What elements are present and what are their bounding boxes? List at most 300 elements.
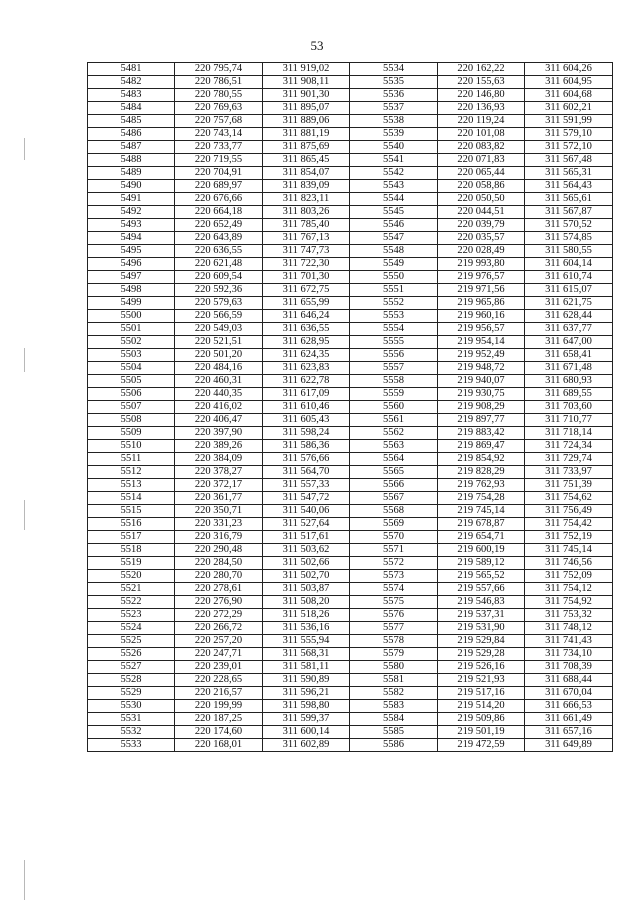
y-coordinate-cell: 311 767,13 bbox=[263, 232, 350, 245]
table-row bbox=[88, 583, 613, 596]
y-coordinate-cell: 311 895,07 bbox=[263, 102, 350, 115]
y-coordinate-cell: 311 600,14 bbox=[263, 726, 350, 739]
x-coordinate-cell: 219 930,75 bbox=[438, 388, 525, 401]
point-number-cell: 5571 bbox=[350, 544, 438, 557]
x-coordinate-cell: 220 592,36 bbox=[175, 284, 263, 297]
x-coordinate-cell: 220 101,08 bbox=[438, 128, 525, 141]
x-coordinate-cell: 220 484,16 bbox=[175, 362, 263, 375]
table-row bbox=[88, 661, 613, 674]
table-row bbox=[88, 310, 613, 323]
y-coordinate-cell: 311 658,41 bbox=[525, 349, 613, 362]
y-coordinate-cell: 311 649,89 bbox=[525, 739, 613, 752]
table-row bbox=[88, 557, 613, 570]
y-coordinate-cell: 311 646,24 bbox=[263, 310, 350, 323]
x-coordinate-cell: 219 883,42 bbox=[438, 427, 525, 440]
y-coordinate-cell: 311 580,55 bbox=[525, 245, 613, 258]
y-coordinate-cell: 311 502,66 bbox=[263, 557, 350, 570]
x-coordinate-cell: 220 050,50 bbox=[438, 193, 525, 206]
x-coordinate-cell: 220 780,55 bbox=[175, 89, 263, 102]
x-coordinate-cell: 220 521,51 bbox=[175, 336, 263, 349]
y-coordinate-cell: 311 622,78 bbox=[263, 375, 350, 388]
x-coordinate-cell: 219 565,52 bbox=[438, 570, 525, 583]
scan-margin-mark bbox=[24, 138, 25, 160]
x-coordinate-cell: 220 757,68 bbox=[175, 115, 263, 128]
y-coordinate-cell: 311 754,12 bbox=[525, 583, 613, 596]
y-coordinate-cell: 311 785,40 bbox=[263, 219, 350, 232]
x-coordinate-cell: 220 199,99 bbox=[175, 700, 263, 713]
x-coordinate-cell: 220 636,55 bbox=[175, 245, 263, 258]
point-number-cell: 5489 bbox=[88, 167, 175, 180]
y-coordinate-cell: 311 567,87 bbox=[525, 206, 613, 219]
table-row bbox=[88, 154, 613, 167]
x-coordinate-cell: 219 546,83 bbox=[438, 596, 525, 609]
table-row bbox=[88, 635, 613, 648]
y-coordinate-cell: 311 754,42 bbox=[525, 518, 613, 531]
y-coordinate-cell: 311 752,19 bbox=[525, 531, 613, 544]
x-coordinate-cell: 220 316,79 bbox=[175, 531, 263, 544]
point-number-cell: 5538 bbox=[350, 115, 438, 128]
y-coordinate-cell: 311 565,31 bbox=[525, 167, 613, 180]
x-coordinate-cell: 219 514,20 bbox=[438, 700, 525, 713]
y-coordinate-cell: 311 621,75 bbox=[525, 297, 613, 310]
point-number-cell: 5545 bbox=[350, 206, 438, 219]
y-coordinate-cell: 311 604,14 bbox=[525, 258, 613, 271]
table-row bbox=[88, 700, 613, 713]
x-coordinate-cell: 220 155,63 bbox=[438, 76, 525, 89]
x-coordinate-cell: 219 948,72 bbox=[438, 362, 525, 375]
y-coordinate-cell: 311 733,97 bbox=[525, 466, 613, 479]
x-coordinate-cell: 220 331,23 bbox=[175, 518, 263, 531]
y-coordinate-cell: 311 671,48 bbox=[525, 362, 613, 375]
table-row bbox=[88, 531, 613, 544]
point-number-cell: 5493 bbox=[88, 219, 175, 232]
point-number-cell: 5565 bbox=[350, 466, 438, 479]
x-coordinate-cell: 219 976,57 bbox=[438, 271, 525, 284]
y-coordinate-cell: 311 803,26 bbox=[263, 206, 350, 219]
point-number-cell: 5488 bbox=[88, 154, 175, 167]
scan-margin-mark bbox=[24, 860, 25, 900]
x-coordinate-cell: 219 956,57 bbox=[438, 323, 525, 336]
point-number-cell: 5520 bbox=[88, 570, 175, 583]
y-coordinate-cell: 311 751,39 bbox=[525, 479, 613, 492]
x-coordinate-cell: 220 247,71 bbox=[175, 648, 263, 661]
point-number-cell: 5490 bbox=[88, 180, 175, 193]
y-coordinate-cell: 311 724,34 bbox=[525, 440, 613, 453]
y-coordinate-cell: 311 518,26 bbox=[263, 609, 350, 622]
x-coordinate-cell: 219 529,28 bbox=[438, 648, 525, 661]
table-row bbox=[88, 76, 613, 89]
table-row bbox=[88, 271, 613, 284]
point-number-cell: 5573 bbox=[350, 570, 438, 583]
y-coordinate-cell: 311 623,83 bbox=[263, 362, 350, 375]
point-number-cell: 5523 bbox=[88, 609, 175, 622]
y-coordinate-cell: 311 540,06 bbox=[263, 505, 350, 518]
x-coordinate-cell: 220 743,14 bbox=[175, 128, 263, 141]
x-coordinate-cell: 219 869,47 bbox=[438, 440, 525, 453]
point-number-cell: 5500 bbox=[88, 310, 175, 323]
x-coordinate-cell: 219 537,31 bbox=[438, 609, 525, 622]
y-coordinate-cell: 311 602,89 bbox=[263, 739, 350, 752]
x-coordinate-cell: 219 940,07 bbox=[438, 375, 525, 388]
x-coordinate-cell: 220 168,01 bbox=[175, 739, 263, 752]
point-number-cell: 5502 bbox=[88, 336, 175, 349]
point-number-cell: 5522 bbox=[88, 596, 175, 609]
point-number-cell: 5551 bbox=[350, 284, 438, 297]
x-coordinate-cell: 220 257,20 bbox=[175, 635, 263, 648]
x-coordinate-cell: 220 035,57 bbox=[438, 232, 525, 245]
point-number-cell: 5527 bbox=[88, 661, 175, 674]
x-coordinate-cell: 220 065,44 bbox=[438, 167, 525, 180]
page-number: 53 bbox=[310, 38, 324, 53]
x-coordinate-cell: 220 216,57 bbox=[175, 687, 263, 700]
y-coordinate-cell: 311 734,10 bbox=[525, 648, 613, 661]
y-coordinate-cell: 311 636,55 bbox=[263, 323, 350, 336]
x-coordinate-cell: 220 372,17 bbox=[175, 479, 263, 492]
x-coordinate-cell: 219 745,14 bbox=[438, 505, 525, 518]
x-coordinate-cell: 220 795,74 bbox=[175, 63, 263, 76]
x-coordinate-cell: 219 954,14 bbox=[438, 336, 525, 349]
table-row bbox=[88, 115, 613, 128]
y-coordinate-cell: 311 615,07 bbox=[525, 284, 613, 297]
y-coordinate-cell: 311 586,36 bbox=[263, 440, 350, 453]
y-coordinate-cell: 311 680,93 bbox=[525, 375, 613, 388]
point-number-cell: 5552 bbox=[350, 297, 438, 310]
point-number-cell: 5507 bbox=[88, 401, 175, 414]
x-coordinate-cell: 220 389,26 bbox=[175, 440, 263, 453]
point-number-cell: 5579 bbox=[350, 648, 438, 661]
x-coordinate-cell: 220 384,09 bbox=[175, 453, 263, 466]
x-coordinate-cell: 220 228,65 bbox=[175, 674, 263, 687]
x-coordinate-cell: 219 971,56 bbox=[438, 284, 525, 297]
point-number-cell: 5539 bbox=[350, 128, 438, 141]
x-coordinate-cell: 220 119,24 bbox=[438, 115, 525, 128]
point-number-cell: 5504 bbox=[88, 362, 175, 375]
y-coordinate-cell: 311 889,06 bbox=[263, 115, 350, 128]
point-number-cell: 5550 bbox=[350, 271, 438, 284]
point-number-cell: 5526 bbox=[88, 648, 175, 661]
point-number-cell: 5547 bbox=[350, 232, 438, 245]
point-number-cell: 5518 bbox=[88, 544, 175, 557]
y-coordinate-cell: 311 591,99 bbox=[525, 115, 613, 128]
x-coordinate-cell: 219 521,93 bbox=[438, 674, 525, 687]
table-row bbox=[88, 141, 613, 154]
y-coordinate-cell: 311 604,68 bbox=[525, 89, 613, 102]
table-row bbox=[88, 648, 613, 661]
point-number-cell: 5533 bbox=[88, 739, 175, 752]
table-row bbox=[88, 453, 613, 466]
table-row bbox=[88, 622, 613, 635]
x-coordinate-cell: 219 654,71 bbox=[438, 531, 525, 544]
point-number-cell: 5546 bbox=[350, 219, 438, 232]
point-number-cell: 5577 bbox=[350, 622, 438, 635]
x-coordinate-cell: 220 276,90 bbox=[175, 596, 263, 609]
x-coordinate-cell: 219 897,77 bbox=[438, 414, 525, 427]
x-coordinate-cell: 219 509,86 bbox=[438, 713, 525, 726]
y-coordinate-cell: 311 689,55 bbox=[525, 388, 613, 401]
point-number-cell: 5524 bbox=[88, 622, 175, 635]
y-coordinate-cell: 311 579,10 bbox=[525, 128, 613, 141]
point-number-cell: 5537 bbox=[350, 102, 438, 115]
x-coordinate-cell: 220 361,77 bbox=[175, 492, 263, 505]
y-coordinate-cell: 311 908,11 bbox=[263, 76, 350, 89]
x-coordinate-cell: 219 589,12 bbox=[438, 557, 525, 570]
point-number-cell: 5555 bbox=[350, 336, 438, 349]
point-number-cell: 5582 bbox=[350, 687, 438, 700]
point-number-cell: 5481 bbox=[88, 63, 175, 76]
table-row bbox=[88, 479, 613, 492]
y-coordinate-cell: 311 570,52 bbox=[525, 219, 613, 232]
y-coordinate-cell: 311 729,74 bbox=[525, 453, 613, 466]
table-row bbox=[88, 414, 613, 427]
y-coordinate-cell: 311 547,72 bbox=[263, 492, 350, 505]
x-coordinate-cell: 220 652,49 bbox=[175, 219, 263, 232]
x-coordinate-cell: 219 517,16 bbox=[438, 687, 525, 700]
y-coordinate-cell: 311 574,85 bbox=[525, 232, 613, 245]
x-coordinate-cell: 220 083,82 bbox=[438, 141, 525, 154]
x-coordinate-cell: 220 272,29 bbox=[175, 609, 263, 622]
y-coordinate-cell: 311 602,21 bbox=[525, 102, 613, 115]
table-row bbox=[88, 466, 613, 479]
y-coordinate-cell: 311 596,21 bbox=[263, 687, 350, 700]
x-coordinate-cell: 219 501,19 bbox=[438, 726, 525, 739]
scan-margin-mark bbox=[24, 500, 25, 530]
y-coordinate-cell: 311 567,48 bbox=[525, 154, 613, 167]
point-number-cell: 5580 bbox=[350, 661, 438, 674]
x-coordinate-cell: 219 993,80 bbox=[438, 258, 525, 271]
y-coordinate-cell: 311 647,00 bbox=[525, 336, 613, 349]
table-row bbox=[88, 440, 613, 453]
table-row bbox=[88, 349, 613, 362]
point-number-cell: 5581 bbox=[350, 674, 438, 687]
table-row bbox=[88, 596, 613, 609]
table-row bbox=[88, 193, 613, 206]
table-row bbox=[88, 232, 613, 245]
point-number-cell: 5513 bbox=[88, 479, 175, 492]
point-number-cell: 5541 bbox=[350, 154, 438, 167]
point-number-cell: 5492 bbox=[88, 206, 175, 219]
point-number-cell: 5556 bbox=[350, 349, 438, 362]
point-number-cell: 5583 bbox=[350, 700, 438, 713]
y-coordinate-cell: 311 508,20 bbox=[263, 596, 350, 609]
point-number-cell: 5498 bbox=[88, 284, 175, 297]
y-coordinate-cell: 311 590,89 bbox=[263, 674, 350, 687]
x-coordinate-cell: 220 239,01 bbox=[175, 661, 263, 674]
table-row bbox=[88, 245, 613, 258]
y-coordinate-cell: 311 576,66 bbox=[263, 453, 350, 466]
x-coordinate-cell: 220 071,83 bbox=[438, 154, 525, 167]
x-coordinate-cell: 219 557,66 bbox=[438, 583, 525, 596]
point-number-cell: 5505 bbox=[88, 375, 175, 388]
table-row bbox=[88, 492, 613, 505]
y-coordinate-cell: 311 628,95 bbox=[263, 336, 350, 349]
point-number-cell: 5531 bbox=[88, 713, 175, 726]
point-number-cell: 5515 bbox=[88, 505, 175, 518]
y-coordinate-cell: 311 754,92 bbox=[525, 596, 613, 609]
x-coordinate-cell: 220 187,25 bbox=[175, 713, 263, 726]
x-coordinate-cell: 220 397,90 bbox=[175, 427, 263, 440]
y-coordinate-cell: 311 657,16 bbox=[525, 726, 613, 739]
x-coordinate-cell: 220 704,91 bbox=[175, 167, 263, 180]
y-coordinate-cell: 311 839,09 bbox=[263, 180, 350, 193]
table-row bbox=[88, 180, 613, 193]
y-coordinate-cell: 311 637,77 bbox=[525, 323, 613, 336]
point-number-cell: 5585 bbox=[350, 726, 438, 739]
y-coordinate-cell: 311 745,14 bbox=[525, 544, 613, 557]
table-row bbox=[88, 258, 613, 271]
x-coordinate-cell: 220 416,02 bbox=[175, 401, 263, 414]
point-number-cell: 5534 bbox=[350, 63, 438, 76]
table-row bbox=[88, 219, 613, 232]
y-coordinate-cell: 311 823,11 bbox=[263, 193, 350, 206]
y-coordinate-cell: 311 661,49 bbox=[525, 713, 613, 726]
point-number-cell: 5506 bbox=[88, 388, 175, 401]
point-number-cell: 5509 bbox=[88, 427, 175, 440]
point-number-cell: 5516 bbox=[88, 518, 175, 531]
point-number-cell: 5510 bbox=[88, 440, 175, 453]
x-coordinate-cell: 220 689,97 bbox=[175, 180, 263, 193]
y-coordinate-cell: 311 610,74 bbox=[525, 271, 613, 284]
y-coordinate-cell: 311 865,45 bbox=[263, 154, 350, 167]
table-row bbox=[88, 362, 613, 375]
point-number-cell: 5564 bbox=[350, 453, 438, 466]
scan-margin-mark bbox=[24, 348, 25, 372]
x-coordinate-cell: 220 044,51 bbox=[438, 206, 525, 219]
point-number-cell: 5542 bbox=[350, 167, 438, 180]
point-number-cell: 5511 bbox=[88, 453, 175, 466]
x-coordinate-cell: 220 378,27 bbox=[175, 466, 263, 479]
y-coordinate-cell: 311 536,16 bbox=[263, 622, 350, 635]
y-coordinate-cell: 311 703,60 bbox=[525, 401, 613, 414]
point-number-cell: 5561 bbox=[350, 414, 438, 427]
x-coordinate-cell: 219 828,29 bbox=[438, 466, 525, 479]
point-number-cell: 5557 bbox=[350, 362, 438, 375]
x-coordinate-cell: 220 146,80 bbox=[438, 89, 525, 102]
y-coordinate-cell: 311 605,43 bbox=[263, 414, 350, 427]
y-coordinate-cell: 311 752,09 bbox=[525, 570, 613, 583]
x-coordinate-cell: 220 501,20 bbox=[175, 349, 263, 362]
x-coordinate-cell: 220 609,54 bbox=[175, 271, 263, 284]
point-number-cell: 5514 bbox=[88, 492, 175, 505]
y-coordinate-cell: 311 598,80 bbox=[263, 700, 350, 713]
y-coordinate-cell: 311 628,44 bbox=[525, 310, 613, 323]
x-coordinate-cell: 219 600,19 bbox=[438, 544, 525, 557]
y-coordinate-cell: 311 599,37 bbox=[263, 713, 350, 726]
point-number-cell: 5485 bbox=[88, 115, 175, 128]
table-row bbox=[88, 128, 613, 141]
coordinates-table-body bbox=[88, 63, 613, 752]
point-number-cell: 5570 bbox=[350, 531, 438, 544]
y-coordinate-cell: 311 604,95 bbox=[525, 76, 613, 89]
x-coordinate-cell: 220 621,48 bbox=[175, 258, 263, 271]
y-coordinate-cell: 311 746,56 bbox=[525, 557, 613, 570]
x-coordinate-cell: 220 174,60 bbox=[175, 726, 263, 739]
y-coordinate-cell: 311 581,11 bbox=[263, 661, 350, 674]
y-coordinate-cell: 311 722,30 bbox=[263, 258, 350, 271]
y-coordinate-cell: 311 747,73 bbox=[263, 245, 350, 258]
x-coordinate-cell: 220 566,59 bbox=[175, 310, 263, 323]
y-coordinate-cell: 311 503,62 bbox=[263, 544, 350, 557]
point-number-cell: 5501 bbox=[88, 323, 175, 336]
point-number-cell: 5549 bbox=[350, 258, 438, 271]
x-coordinate-cell: 220 460,31 bbox=[175, 375, 263, 388]
point-number-cell: 5540 bbox=[350, 141, 438, 154]
x-coordinate-cell: 220 733,77 bbox=[175, 141, 263, 154]
point-number-cell: 5525 bbox=[88, 635, 175, 648]
point-number-cell: 5572 bbox=[350, 557, 438, 570]
point-number-cell: 5521 bbox=[88, 583, 175, 596]
point-number-cell: 5532 bbox=[88, 726, 175, 739]
x-coordinate-cell: 219 526,16 bbox=[438, 661, 525, 674]
point-number-cell: 5535 bbox=[350, 76, 438, 89]
y-coordinate-cell: 311 718,14 bbox=[525, 427, 613, 440]
point-number-cell: 5536 bbox=[350, 89, 438, 102]
point-number-cell: 5519 bbox=[88, 557, 175, 570]
table-row bbox=[88, 713, 613, 726]
point-number-cell: 5584 bbox=[350, 713, 438, 726]
x-coordinate-cell: 220 406,47 bbox=[175, 414, 263, 427]
table-row bbox=[88, 726, 613, 739]
point-number-cell: 5529 bbox=[88, 687, 175, 700]
point-number-cell: 5486 bbox=[88, 128, 175, 141]
x-coordinate-cell: 219 908,29 bbox=[438, 401, 525, 414]
x-coordinate-cell: 220 162,22 bbox=[438, 63, 525, 76]
y-coordinate-cell: 311 756,49 bbox=[525, 505, 613, 518]
x-coordinate-cell: 220 786,51 bbox=[175, 76, 263, 89]
point-number-cell: 5543 bbox=[350, 180, 438, 193]
point-number-cell: 5503 bbox=[88, 349, 175, 362]
y-coordinate-cell: 311 502,70 bbox=[263, 570, 350, 583]
y-coordinate-cell: 311 666,53 bbox=[525, 700, 613, 713]
point-number-cell: 5576 bbox=[350, 609, 438, 622]
y-coordinate-cell: 311 617,09 bbox=[263, 388, 350, 401]
table-row bbox=[88, 206, 613, 219]
point-number-cell: 5568 bbox=[350, 505, 438, 518]
y-coordinate-cell: 311 517,61 bbox=[263, 531, 350, 544]
y-coordinate-cell: 311 503,87 bbox=[263, 583, 350, 596]
table-row bbox=[88, 102, 613, 115]
x-coordinate-cell: 219 754,28 bbox=[438, 492, 525, 505]
x-coordinate-cell: 220 440,35 bbox=[175, 388, 263, 401]
x-coordinate-cell: 219 960,16 bbox=[438, 310, 525, 323]
point-number-cell: 5569 bbox=[350, 518, 438, 531]
x-coordinate-cell: 220 136,93 bbox=[438, 102, 525, 115]
x-coordinate-cell: 220 028,49 bbox=[438, 245, 525, 258]
x-coordinate-cell: 219 678,87 bbox=[438, 518, 525, 531]
point-number-cell: 5554 bbox=[350, 323, 438, 336]
y-coordinate-cell: 311 564,70 bbox=[263, 466, 350, 479]
x-coordinate-cell: 220 278,61 bbox=[175, 583, 263, 596]
table-row bbox=[88, 284, 613, 297]
x-coordinate-cell: 220 664,18 bbox=[175, 206, 263, 219]
x-coordinate-cell: 220 643,89 bbox=[175, 232, 263, 245]
y-coordinate-cell: 311 881,19 bbox=[263, 128, 350, 141]
point-number-cell: 5497 bbox=[88, 271, 175, 284]
table-row bbox=[88, 388, 613, 401]
point-number-cell: 5548 bbox=[350, 245, 438, 258]
y-coordinate-cell: 311 564,43 bbox=[525, 180, 613, 193]
x-coordinate-cell: 220 676,66 bbox=[175, 193, 263, 206]
point-number-cell: 5563 bbox=[350, 440, 438, 453]
y-coordinate-cell: 311 655,99 bbox=[263, 297, 350, 310]
table-row bbox=[88, 687, 613, 700]
point-number-cell: 5483 bbox=[88, 89, 175, 102]
point-number-cell: 5491 bbox=[88, 193, 175, 206]
y-coordinate-cell: 311 741,43 bbox=[525, 635, 613, 648]
table-row bbox=[88, 544, 613, 557]
point-number-cell: 5508 bbox=[88, 414, 175, 427]
table-row bbox=[88, 89, 613, 102]
x-coordinate-cell: 219 472,59 bbox=[438, 739, 525, 752]
